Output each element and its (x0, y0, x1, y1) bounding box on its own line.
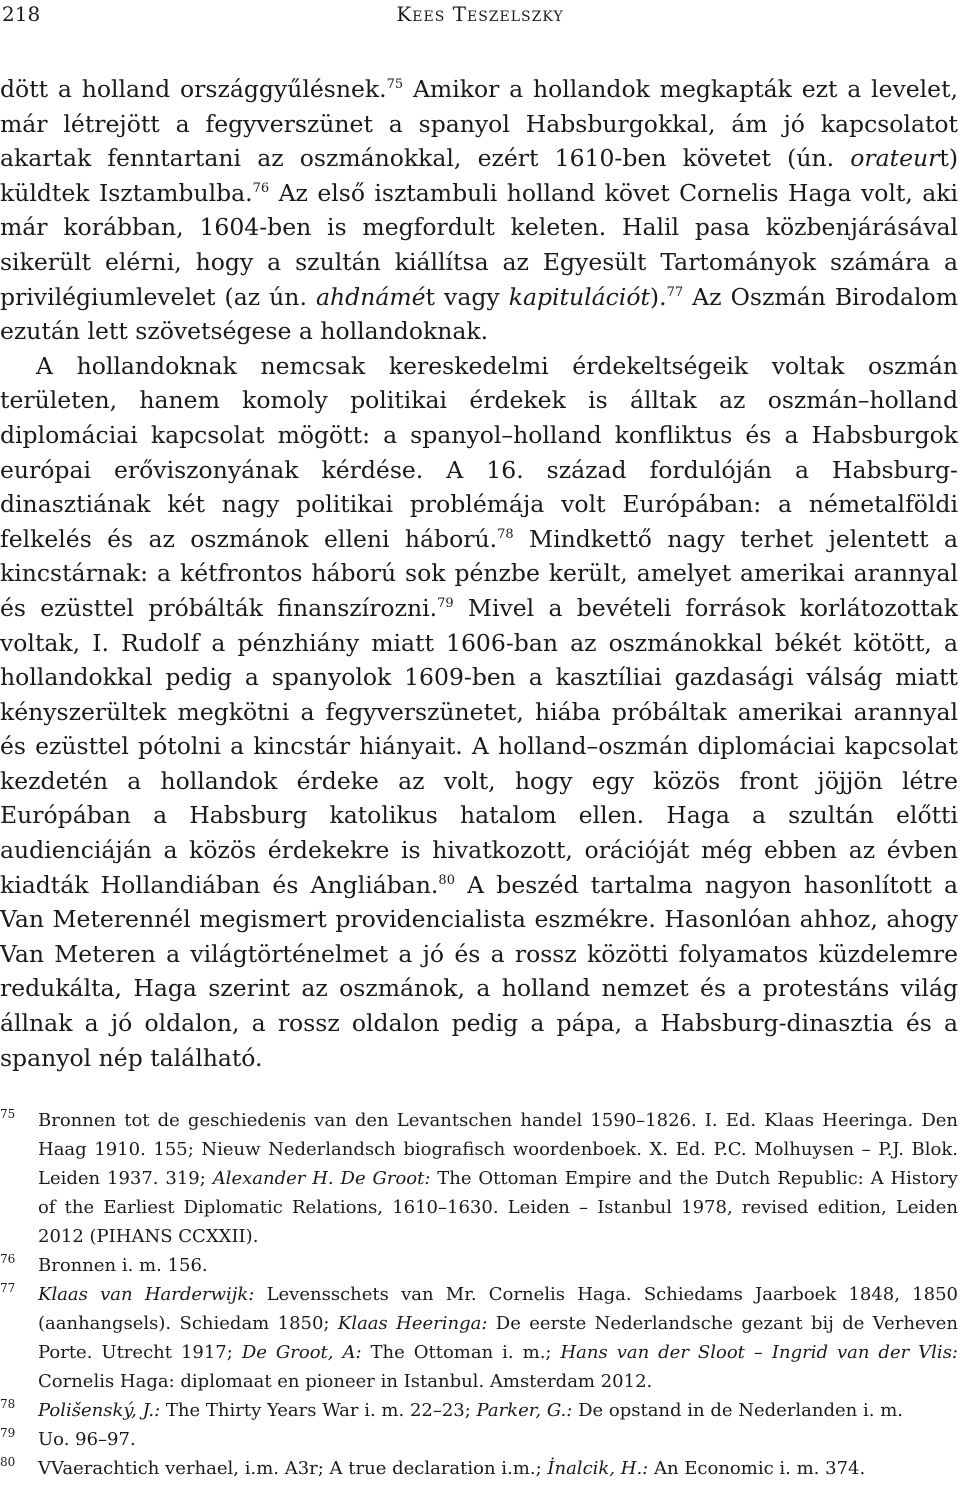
footnote-number: 77 (0, 1281, 16, 1295)
author-name: Klaas van Harderwijk: (38, 1284, 255, 1305)
text: dött a holland országgyűlésnek. (0, 75, 387, 103)
footnote-75 (0, 1106, 958, 1251)
text: Amikor a hollandok megkapták ezt a levelet, már létrejött a fegyverszünet a spanyol Habsburgokkal, ám jó kapcsolatot akartak fenntartani az oszmánokkal, ezért 1610-ben követet (ún. (0, 75, 958, 173)
author-name: De Groot, A: (241, 1342, 362, 1363)
italic-term: orateur (850, 144, 940, 173)
text: A hollandoknak nemcsak kereskedelmi érdekeltségeik voltak oszmán területen, hanem komoly politikai érdekek is álltak az oszmán–holland diplomáciai kapcsolat mögött: a spanyol–holland konfliktus és a Habsburgok európai erőviszonyának kérdése. A 16. század fordulóján a Habsburg-dinasztiának két nagy politikai problémája volt Európában: a németalföldi felkelés és az oszmánok elleni háború. (0, 351, 958, 553)
text: De eerste Nederlandsche gezant bij de Verheven Porte. Utrecht 1917; (38, 1313, 959, 1363)
text: Mivel a bevételi források korlátozottak voltak, I. Rudolf a pénzhiány miatt 1606-ban az oszmánokkal békét kötött, a hollandokkal pedig a spanyolok 1609-ben a kasztíliai gazdasági válság miatt kényszerültek megkötni a fegyverszünetet, hiába próbáltak amerikai arannyal és ezüsttel pótolni a kincstár hiányait. A holland–oszmán diplomáciai kapcsolat kezdetén a hollandok érdeke az volt, hogy egy közös front jöjjön létre Európában a Habsburg katolikus hatalom ellen. Haga a szultán előtti audienciáján a közös érdekekre is hivatkozott, orációját még ebben az évben kiadták Hollandiában és Angliában. (0, 593, 958, 899)
footnote-ref-75: 75 (386, 77, 404, 92)
page-header (0, 0, 960, 30)
body-text (0, 72, 958, 1075)
page-number: 218 (2, 2, 41, 26)
footnote-ref-78: 78 (497, 526, 514, 542)
text: Az Oszmán Birodalom ezután lett szövetségese a hollandoknak. (0, 282, 958, 346)
paragraph-1 (0, 72, 958, 349)
footnote-number: 78 (0, 1397, 16, 1411)
text: VVaerachtich verhael, i.m. A3r; A true declaration i.m.; (38, 1458, 548, 1479)
text: t vagy (425, 282, 509, 311)
footnote-number: 75 (0, 1107, 16, 1121)
footnote-77 (0, 1280, 958, 1396)
footnote-ref-79: 79 (437, 595, 454, 611)
text: Cornelis Haga: diplomaat en pioneer in Istanbul. Amsterdam 2012. (38, 1371, 653, 1392)
text: De opstand in de Nederlanden i. m. (572, 1400, 903, 1421)
text: The Ottoman Empire and the Dutch Republic: A History of the Earliest Diplomatic Relations, 1610–1630. Leiden – Istanbul 1978, revised edition, Leiden 2012 (PIHANS CCXXII). (38, 1168, 958, 1247)
author-name: Hans van der Sloot – Ingrid van der Vlis: (560, 1342, 958, 1363)
author-name: Alexander H. De Groot: (212, 1168, 431, 1189)
author-name: Parker, G.: (476, 1400, 573, 1421)
text: Uo. 96–97. (38, 1429, 136, 1450)
author-name: Klaas Heeringa: (337, 1313, 488, 1334)
text: Bronnen i. m. 156. (38, 1255, 208, 1276)
text: An Economic i. m. 374. (648, 1458, 866, 1479)
footnote-ref-77: 77 (666, 284, 684, 300)
text: ). (649, 282, 667, 311)
footnote-76 (0, 1251, 958, 1280)
italic-term: kapitulációt (508, 282, 650, 311)
text: t) küldtek Isztambulba. (0, 144, 958, 207)
footnote-number: 79 (0, 1426, 16, 1440)
text: The Ottoman i. m.; (361, 1342, 561, 1363)
text: The Thirty Years War i. m. 22–23; (160, 1400, 477, 1421)
text: Bronnen tot de geschiedenis van den Levantschen handel 1590–1826. I. Ed. Klaas Heeringa. Den Haag 1910. 155; Nieuw Nederlandsch biografisch woordenboek. X. Ed. P.C. Molhuysen – P.J. Blok. Leiden 1937. 319; (38, 1110, 958, 1189)
text: A beszéd tartalma nagyon hasonlított a Van Meterennél megismert providencialista eszmékre. Hasonlóan ahhoz, ahogy Van Meteren a világtörténelmet a jó és a rossz közötti folyamatos küzdelemre redukálta, Haga szerint az oszmánok, a holland nemzet és a protestáns világ állnak a jó oldalon, a rossz oldalon pedig a pápa, a Habsburg-dinasztia és a spanyol nép található. (0, 870, 959, 1072)
footnote-78 (0, 1396, 958, 1425)
footnote-number: 80 (0, 1455, 16, 1469)
text: Levensschets van Mr. Cornelis Haga. Schiedams Jaarboek 1848, 1850 (aanhangsels). Schiedam 1850; (38, 1284, 958, 1334)
footnotes (0, 1106, 958, 1483)
author-name: Polišenský, J.: (38, 1400, 161, 1421)
author-name: İnalcik, H.: (547, 1458, 649, 1479)
footnote-number: 76 (0, 1252, 16, 1266)
footnote-80 (0, 1454, 958, 1483)
italic-term: ahdnámé (316, 282, 426, 311)
footnote-ref-80: 80 (438, 872, 455, 888)
text: Az első isztambuli holland követ Cornelis Haga volt, aki már korábban, 1604-ben is megfordult keleten. Halil pasa közbenjárásával sikerült elérni, hogy a szultán kiállítsa az Egyesült Tartományok számára a privilégiumlevelet (az ún. (0, 178, 958, 311)
footnote-79 (0, 1425, 958, 1454)
text: Mindkettő nagy terhet jelentett a kincstárnak: a kétfrontos háború sok pénzbe került, amelyet amerikai arannyal és ezüsttel próbálták finanszírozni. (0, 524, 958, 622)
footnote-ref-76: 76 (252, 180, 270, 196)
paragraph-2 (0, 349, 958, 1075)
running-head: Kees Teszelszky (396, 2, 564, 26)
